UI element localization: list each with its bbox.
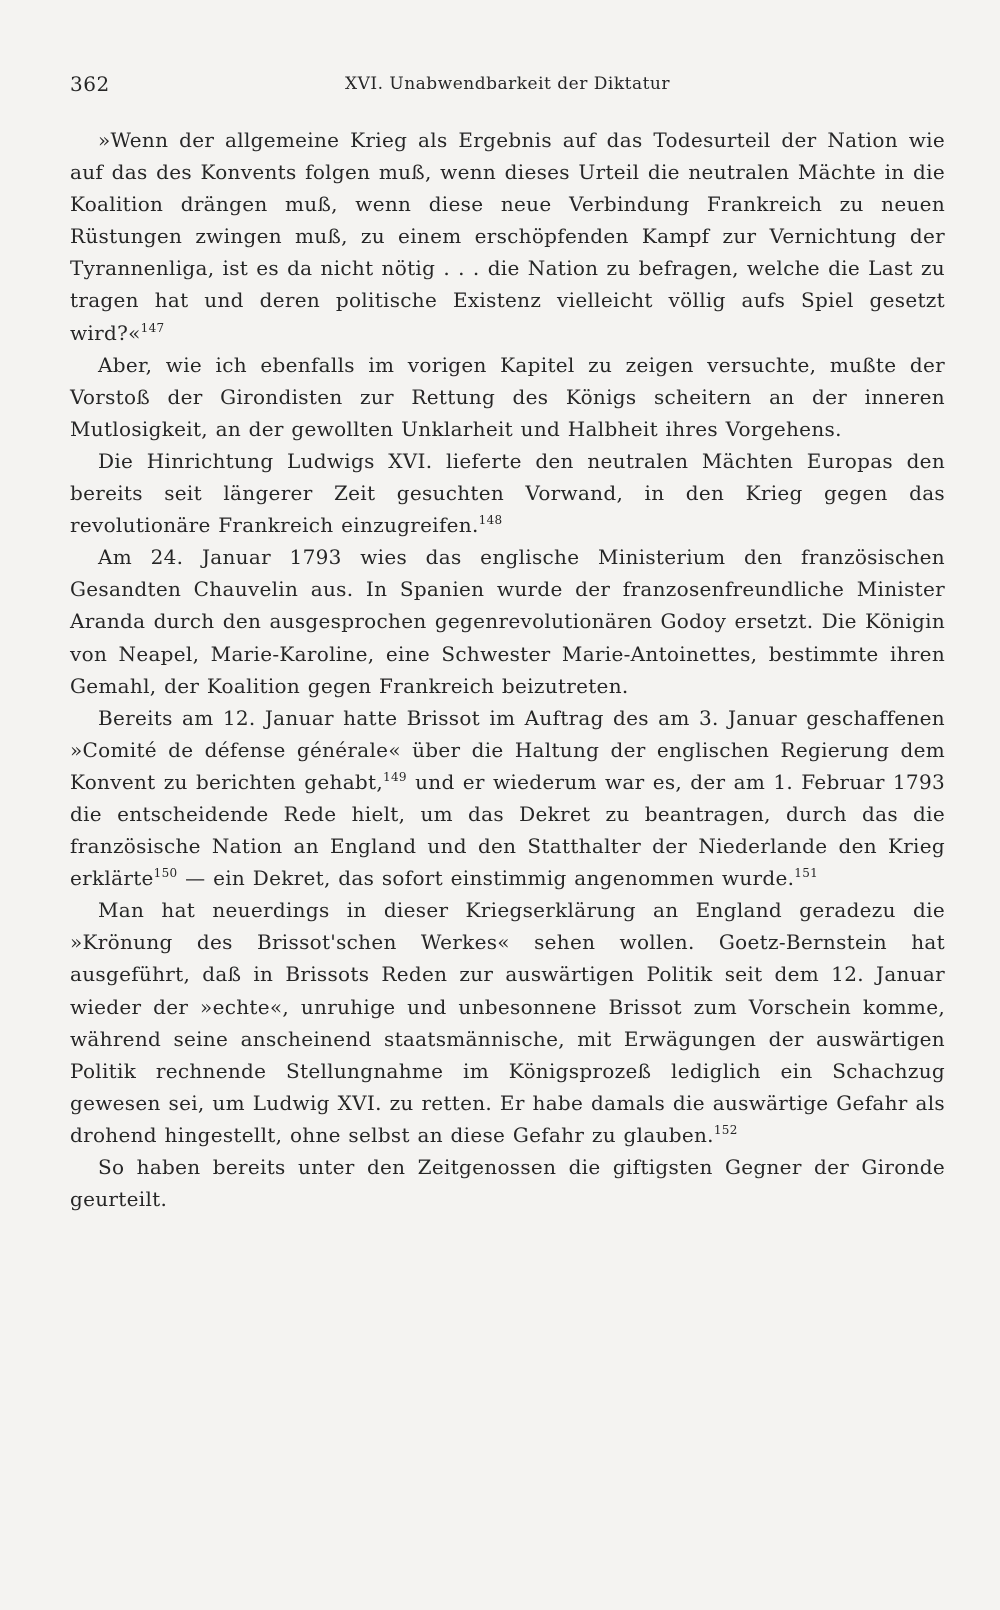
page-number: 362 — [70, 72, 110, 96]
paragraph — [70, 1151, 945, 1215]
paragraph — [70, 349, 945, 445]
footnote-ref: 152 — [713, 1122, 738, 1137]
paragraph-text: Am 24. Januar 1793 wies das englische Ministerium den französischen Gesandten Chauvelin aus. In Spanien wurde der franzosenfreundliche Minister Aranda durch den ausgesprochen gegenrevolutionären Godoy ersetzt. Die Königin von Neapel, Marie-Karoline, eine Schwester Marie-Antoinettes, bestimmte ihren Gemahl, der Koalition gegen Frankreich beizutreten. — [70, 545, 945, 698]
body-text — [70, 124, 945, 1215]
paragraph — [70, 702, 945, 895]
running-head: XVI. Unabwendbarkeit der Diktatur — [344, 74, 671, 94]
paragraph — [70, 541, 945, 701]
paragraph-text: — ein Dekret, das sofort einstimmig angenommen wurde. — [177, 866, 795, 891]
footnote-ref: 151 — [794, 866, 819, 881]
paragraph-text: und er wiederum war es, der am 1. Februar 1793 die entscheidende Rede hielt, um das Dekret zu beantragen, durch das die französische Nation an England und den Statthalter der Niederlande den Krieg erklärte — [70, 769, 946, 891]
footnote-ref: 148 — [478, 513, 503, 528]
paragraph — [70, 445, 945, 541]
paragraph-text: So haben bereits unter den Zeitgenossen die giftigsten Gegner der Gironde geurteilt. — [70, 1155, 945, 1212]
paragraph — [70, 124, 945, 349]
paragraph — [70, 894, 945, 1151]
paragraph-text: »Wenn der allgemeine Krieg als Ergebnis auf das Todesurteil der Nation wie auf das des Konvents folgen muß, wenn dieses Urteil die neutralen Mächte in die Koalition drängen muß, wenn diese neue Verbindung Frankreich zu neuen Rüstungen zwingen muß, zu einem erschöpfenden Kampf zur Vernichtung der Tyrannenliga, ist es da nicht nötig . . . die Nation zu befragen, welche die Last zu tragen hat und deren politische Existenz vielleicht völlig aufs Spiel gesetzt wird?« — [70, 128, 945, 345]
paragraph-text: Aber, wie ich ebenfalls im vorigen Kapitel zu zeigen versuchte, mußte der Vorstoß der Girondisten zur Rettung des Königs scheitern an der inneren Mutlosigkeit, an der gewollten Unklarheit und Halbheit ihres Vorgehens. — [70, 352, 945, 441]
footnote-ref: 147 — [140, 320, 165, 335]
page-header — [70, 66, 945, 102]
footnote-ref: 149 — [383, 769, 407, 784]
paragraph-text: Die Hinrichtung Ludwigs XVI. lieferte den neutralen Mächten Europas den bereits seit längerer Zeit gesuchten Vorwand, in den Krieg gegen das revolutionäre Frankreich einzugreifen. — [70, 448, 945, 538]
paragraph-text: Bereits am 12. Januar hatte Brissot im Auftrag des am 3. Januar geschaffenen »Comité de défense générale« über die Haltung der englischen Regierung dem Konvent zu berichten gehabt, — [70, 705, 945, 794]
paragraph-text: Man hat neuerdings in dieser Kriegserklärung an England geradezu die »Krönung des Brissot'schen Werkes« sehen wollen. Goetz-Bernstein hat ausgeführt, daß in Brissots Reden zur auswärtigen Politik seit dem 12. Januar wieder der »echte«, unruhige und unbesonnene Brissot zum Vorschein komme, während seine anscheinend staatsmännische, mit Erwägungen der auswärtigen Politik rechnende Stellungnahme im Königsprozeß lediglich ein Schachzug gewesen sei, um Ludwig XVI. zu retten. Er habe damals die auswärtige Gefahr als drohend hingestellt, ohne selbst an diese Gefahr zu glauben. — [70, 898, 945, 1147]
footnote-ref: 150 — [153, 866, 178, 881]
